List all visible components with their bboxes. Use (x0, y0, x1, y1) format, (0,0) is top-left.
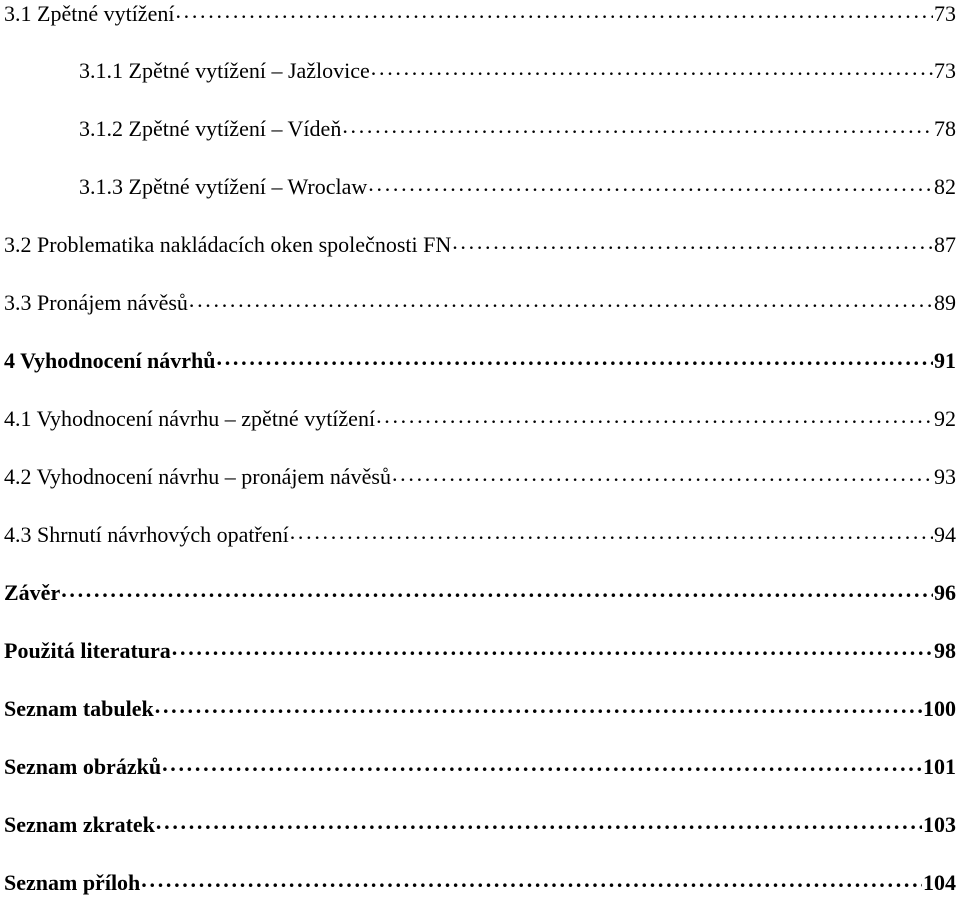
toc-dot-leader (371, 60, 933, 78)
toc-entry-title: 4.1 Vyhodnocení návrhu – zpětné vytížení (4, 406, 376, 431)
toc-entry[interactable] (4, 232, 956, 258)
toc-dot-leader (155, 698, 922, 716)
toc-dot-leader (162, 756, 922, 774)
toc-dot-leader (189, 292, 933, 310)
toc-entry-title: Použitá literatura (4, 638, 171, 663)
toc-entry-page: 82 (934, 174, 956, 199)
toc-entry-title: Seznam obrázků (4, 754, 162, 779)
toc-entry-page: 101 (923, 754, 956, 779)
toc-dot-leader (217, 350, 933, 368)
toc-entry[interactable] (4, 580, 956, 606)
toc-entry-page: 93 (934, 464, 956, 489)
toc-entry-page: 100 (923, 696, 956, 721)
toc-dot-leader (141, 872, 922, 890)
toc-entry-title: 3.1.1 Zpětné vytížení – Jažlovice (79, 58, 370, 83)
toc-entry-page: 92 (934, 406, 956, 431)
toc-entry[interactable] (4, 754, 956, 780)
toc-dot-leader (172, 640, 933, 658)
toc-entry[interactable] (79, 58, 956, 84)
toc-entry[interactable] (4, 406, 956, 432)
toc-dot-leader (368, 176, 933, 194)
toc-entry-page: 89 (934, 290, 956, 315)
toc-entry[interactable] (4, 638, 956, 664)
toc-dot-leader (290, 524, 933, 542)
toc-dot-leader (392, 466, 933, 484)
toc-dot-leader (156, 814, 922, 832)
toc-entry-page: 96 (934, 580, 956, 605)
toc-entry[interactable] (4, 348, 956, 374)
toc-entry[interactable] (4, 464, 956, 490)
toc-entry-page: 94 (934, 522, 956, 547)
toc-entry-title: 3.1.3 Zpětné vytížení – Wroclaw (79, 174, 368, 199)
toc-entry-title: 4 Vyhodnocení návrhů (4, 348, 216, 373)
toc-entry-page: 104 (923, 870, 956, 895)
toc-entry-title: 4.2 Vyhodnocení návrhu – pronájem návěsů (4, 464, 391, 489)
toc-entry[interactable] (4, 812, 956, 838)
toc-entry-title: 3.2 Problematika nakládacích oken společnosti FN (4, 232, 452, 257)
toc-entry-page: 73 (934, 1, 956, 26)
toc-entry-page: 103 (923, 812, 956, 837)
toc-entry-title: Závěr (4, 580, 61, 605)
toc-dot-leader (342, 118, 933, 136)
toc-entry-title: 3.1.2 Zpětné vytížení – Vídeň (79, 116, 342, 141)
toc-entry-page: 78 (934, 116, 956, 141)
toc-entry-page: 73 (934, 58, 956, 83)
toc-entry[interactable] (4, 290, 956, 316)
toc-entry-page: 87 (934, 232, 956, 257)
toc-entry[interactable] (79, 174, 956, 200)
toc-dot-leader (376, 408, 933, 426)
toc-entry-title: 4.3 Shrnutí návrhových opatření (4, 522, 289, 547)
toc-entry-title: 3.1 Zpětné vytížení (4, 1, 175, 26)
toc-entry[interactable] (4, 522, 956, 548)
toc-dot-leader (175, 3, 933, 21)
toc-entry-title: 3.3 Pronájem návěsů (4, 290, 188, 315)
toc-entry[interactable] (4, 1, 956, 27)
toc-dot-leader (61, 582, 933, 600)
toc-entry-page: 98 (934, 638, 956, 663)
toc-entry-title: Seznam tabulek (4, 696, 154, 721)
toc-entry-title: Seznam příloh (4, 870, 141, 895)
toc-entry[interactable] (4, 696, 956, 722)
toc-entry-title: Seznam zkratek (4, 812, 155, 837)
toc-dot-leader (452, 234, 933, 252)
toc-entry-page: 91 (934, 348, 956, 373)
toc-entry[interactable] (79, 116, 956, 142)
toc-entry[interactable] (4, 870, 956, 896)
